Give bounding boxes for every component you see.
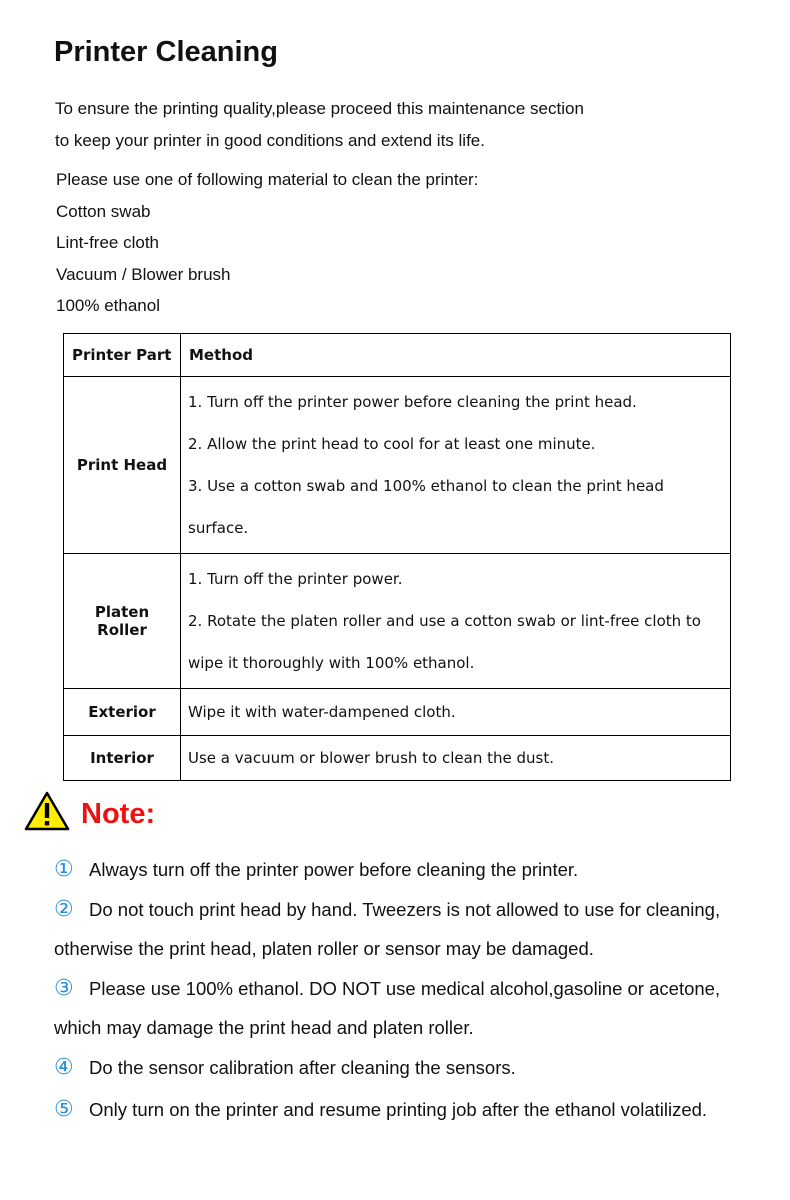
table-row — [64, 689, 731, 736]
note-text: Always turn off the printer power before cleaning the printer. — [89, 859, 579, 880]
method-line: surface. — [188, 519, 249, 537]
materials-heading: Please use one of following material to clean the printer: — [56, 170, 479, 189]
note-item — [54, 890, 779, 930]
part-cell: Exterior — [64, 689, 181, 736]
method-cell — [181, 736, 731, 781]
table-row — [64, 554, 731, 689]
header-method: Method — [181, 334, 731, 377]
intro-paragraph — [55, 93, 755, 157]
material-item: Vacuum / Blower brush — [56, 264, 231, 284]
note-text: Please use 100% ethanol. DO NOT use medical alcohol,gasoline or acetone, — [89, 977, 721, 999]
method-line: 2. Allow the print head to cool for at least one minute. — [188, 435, 596, 453]
material-item: Lint-free cloth — [56, 233, 159, 252]
page-title: Printer Cleaning — [54, 36, 278, 68]
note-number-icon: ② — [54, 896, 74, 922]
note-number-icon: ③ — [54, 975, 74, 1001]
table-header-row — [64, 334, 731, 377]
header-printer-part: Printer Part — [64, 334, 181, 377]
part-cell: Platen Roller — [64, 554, 181, 689]
table-row — [64, 736, 731, 781]
note-number-icon: ④ — [54, 1054, 74, 1080]
part-cell: Interior — [64, 736, 181, 781]
method-line: 3. Use a cotton swab and 100% ethanol to clean the print head — [188, 477, 664, 495]
material-item: 100% ethanol — [56, 296, 160, 315]
method-cell — [181, 689, 731, 736]
table-row — [64, 377, 731, 554]
method-cell — [181, 377, 731, 554]
method-line: Use a vacuum or blower brush to clean the dust. — [188, 749, 554, 767]
materials-list — [56, 164, 756, 322]
method-line: 1. Turn off the printer power before cleaning the print head. — [188, 393, 637, 411]
note-number-icon: ① — [54, 857, 74, 882]
note-text: Only turn on the printer and resume printing job after the ethanol volatilized. — [89, 1099, 708, 1120]
note-continuation: which may damage the print head and platen roller. — [54, 1017, 474, 1038]
method-line: 2. Rotate the platen roller and use a cotton swab or lint-free cloth to — [188, 612, 701, 630]
note-text: Do not touch print head by hand. Tweezers is not allowed to use for cleaning, — [89, 898, 721, 920]
cleaning-methods-table — [63, 333, 731, 781]
method-line: Wipe it with water-dampened cloth. — [188, 703, 456, 721]
method-line: wipe it thoroughly with 100% ethanol. — [188, 654, 475, 672]
note-item — [54, 850, 779, 890]
intro-line: to keep your printer in good conditions and extend its life. — [55, 131, 485, 150]
note-text: Do the sensor calibration after cleaning the sensors. — [89, 1056, 516, 1078]
method-line: 1. Turn off the printer power. — [188, 570, 403, 588]
note-continuation: otherwise the print head, platen roller or sensor may be damaged. — [54, 938, 594, 959]
material-item: Cotton swab — [56, 201, 151, 221]
part-cell: Print Head — [64, 377, 181, 554]
note-title: Note: — [81, 798, 156, 830]
intro-line: To ensure the printing quality,please proceed this maintenance section — [55, 99, 584, 118]
note-item — [54, 1048, 779, 1088]
note-number-icon: ⑤ — [54, 1097, 74, 1122]
note-item — [54, 969, 779, 1009]
method-cell — [181, 554, 731, 689]
note-item — [54, 1090, 779, 1130]
notes-list — [54, 850, 779, 1130]
warning-triangle-icon — [24, 790, 70, 832]
